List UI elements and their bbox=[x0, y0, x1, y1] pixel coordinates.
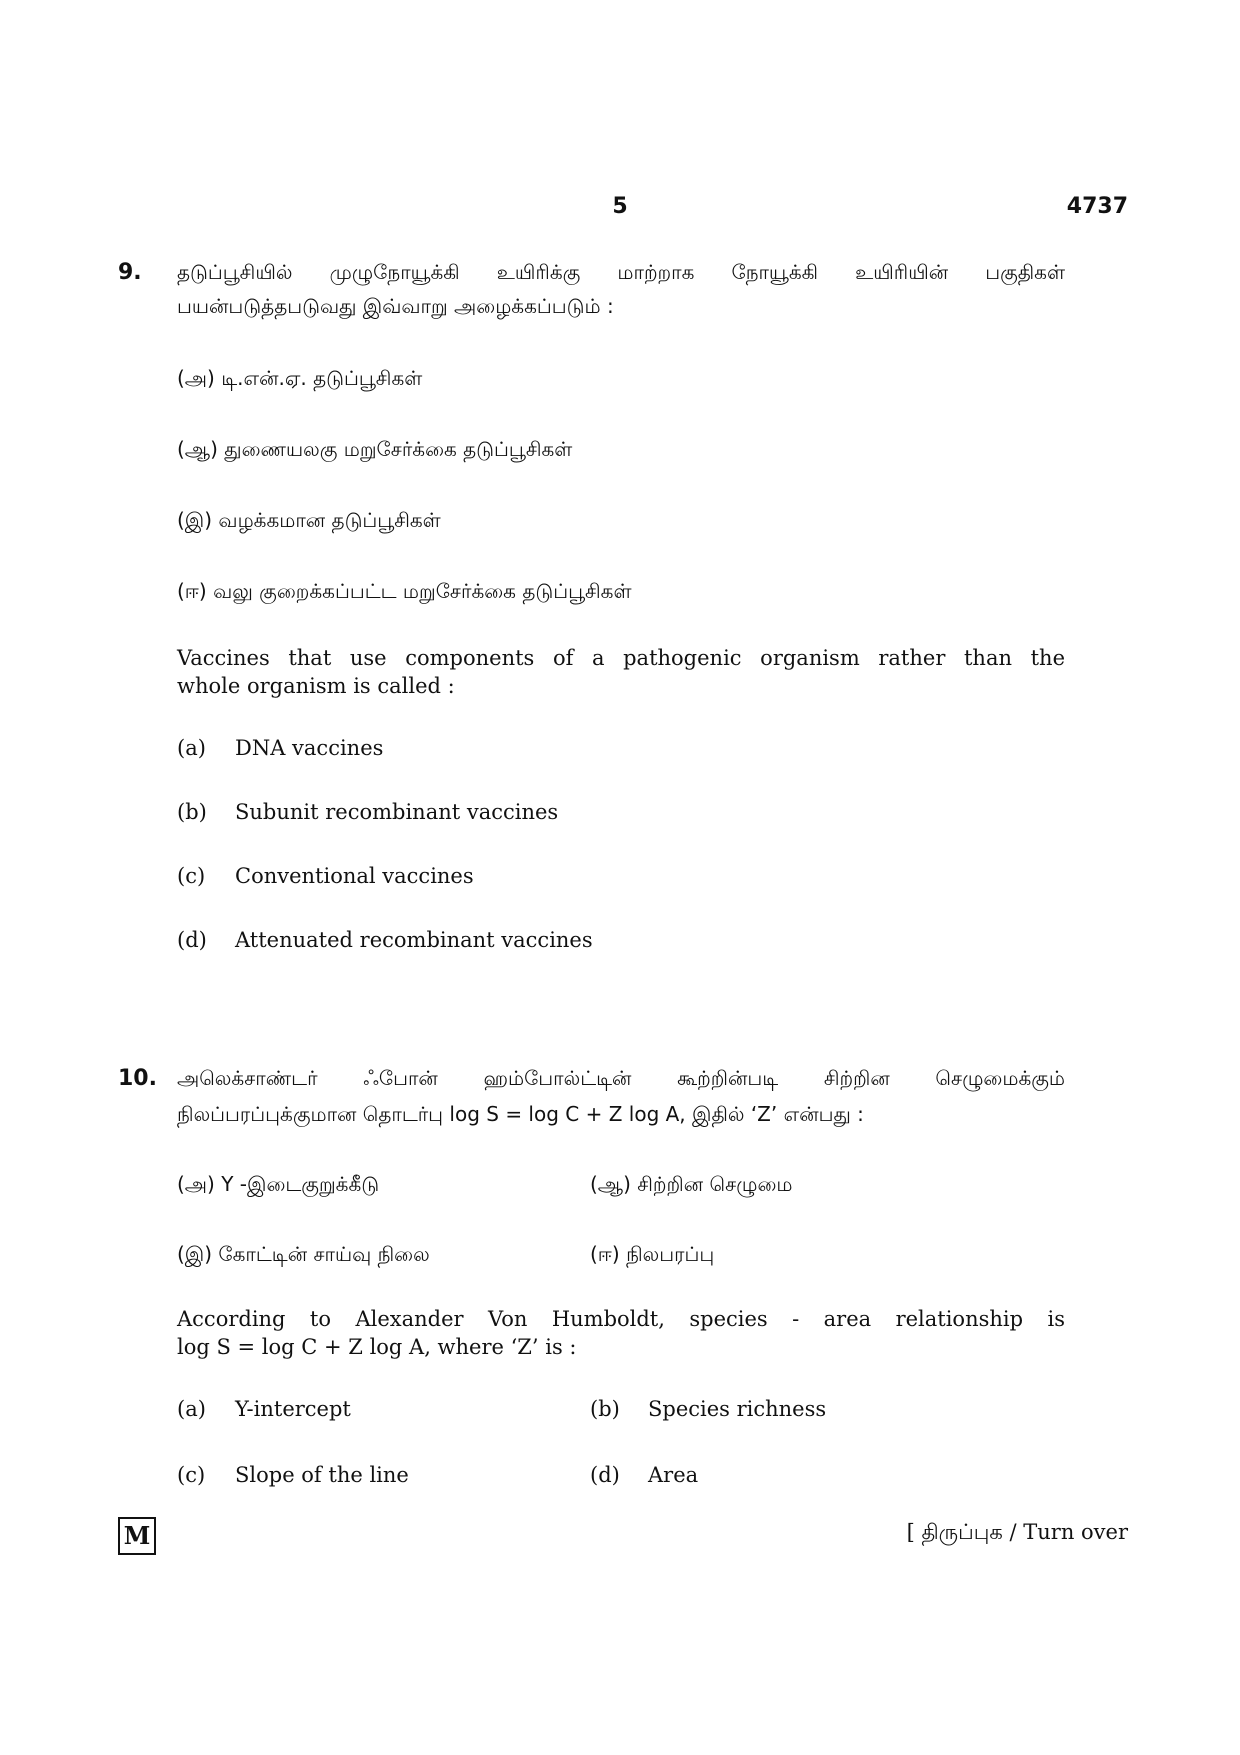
question-9-tamil-option bbox=[177, 579, 632, 606]
question-10-tamil-line-2: நிலப்பரப்புக்குமான தொடர்பு log S = log C + Z log A, இதில் ‘Z’ என்பது : bbox=[177, 1102, 864, 1126]
question-9-english-line-1: Vaccines that use components of a pathogenic organism rather than the bbox=[177, 646, 1065, 670]
question-9-tamil-option bbox=[177, 366, 422, 393]
option-text: வழக்கமான தடுப்பூசிகள் bbox=[218, 508, 441, 532]
option-label: (c) bbox=[177, 1463, 206, 1487]
option-text: Slope of the line bbox=[235, 1463, 409, 1487]
option-text: Subunit recombinant vaccines bbox=[235, 800, 559, 824]
question-10-english-line-1: According to Alexander Von Humboldt, species - area relationship is bbox=[177, 1307, 1065, 1331]
question-9-english-option bbox=[177, 800, 558, 824]
option-text: துணையலகு மறுசேர்க்கை தடுப்பூசிகள் bbox=[224, 437, 573, 461]
question-10-english-line-2: log S = log C + Z log A, where ‘Z’ is : bbox=[177, 1335, 577, 1359]
option-label: (அ) bbox=[177, 366, 215, 390]
question-9-tamil-option bbox=[177, 508, 441, 535]
question-10-tamil-option bbox=[590, 1242, 714, 1269]
option-text: கோட்டின் சாய்வு நிலை bbox=[218, 1242, 430, 1266]
question-10-english-option bbox=[177, 1463, 409, 1487]
question-9-english-option bbox=[177, 736, 383, 760]
option-text: Y-intercept bbox=[235, 1397, 351, 1421]
option-text: டி.என்.ஏ. தடுப்பூசிகள் bbox=[221, 366, 423, 390]
question-10-tamil-option bbox=[177, 1242, 430, 1269]
paper-code: 4737 bbox=[1066, 194, 1128, 219]
option-label: (b) bbox=[177, 800, 207, 824]
question-10-tamil-option bbox=[590, 1172, 793, 1199]
option-label: (ஈ) bbox=[590, 1242, 620, 1266]
question-10-english-option bbox=[590, 1397, 826, 1421]
question-9-english-option bbox=[177, 864, 474, 888]
question-10-number: 10. bbox=[118, 1066, 157, 1091]
question-9-tamil-option bbox=[177, 437, 572, 464]
question-10-tamil-option bbox=[177, 1172, 379, 1199]
question-9-number: 9. bbox=[118, 260, 142, 285]
medium-mark-box: M bbox=[118, 1517, 156, 1555]
question-9-tamil-line-1: தடுப்பூசியில் முழுநோயூக்கி உயிரிக்கு மாற்றாக நோயூக்கி உயிரியின் பகுதிகள் bbox=[177, 260, 1065, 284]
option-text: DNA vaccines bbox=[235, 736, 384, 760]
option-text: Species richness bbox=[648, 1397, 827, 1421]
question-10-english-option bbox=[590, 1463, 698, 1487]
option-text: வலு குறைக்கப்பட்ட மறுசேர்க்கை தடுப்பூசிகள் bbox=[213, 579, 632, 603]
option-label: (அ) bbox=[177, 1172, 215, 1196]
option-label: (ஆ) bbox=[177, 437, 218, 461]
option-label: (b) bbox=[590, 1397, 620, 1421]
option-label: (ஈ) bbox=[177, 579, 207, 603]
turn-over-note: [ திருப்புக / Turn over bbox=[906, 1520, 1128, 1544]
option-label: (ஆ) bbox=[590, 1172, 631, 1196]
option-label: (d) bbox=[177, 928, 207, 952]
option-text: Area bbox=[648, 1463, 699, 1487]
question-10-tamil-line-1: அலெக்சாண்டர் ஃபோன் ஹம்போல்ட்டின் கூற்றின்படி சிற்றின செழுமைக்கும் bbox=[177, 1066, 1065, 1090]
question-9-english-option bbox=[177, 928, 593, 952]
option-text: Y -இடைகுறுக்கீடு bbox=[221, 1172, 380, 1196]
question-10-english-option bbox=[177, 1397, 351, 1421]
option-text: சிற்றின செழுமை bbox=[637, 1172, 793, 1196]
option-label: (d) bbox=[590, 1463, 620, 1487]
option-text: நிலபரப்பு bbox=[626, 1242, 715, 1266]
option-label: (c) bbox=[177, 864, 206, 888]
question-9-tamil-line-2: பயன்படுத்தபடுவது இவ்வாறு அழைக்கப்படும் : bbox=[177, 294, 614, 318]
option-label: (a) bbox=[177, 1397, 206, 1421]
question-9-english-line-2: whole organism is called : bbox=[177, 674, 455, 698]
option-label: (இ) bbox=[177, 508, 213, 532]
option-label: (a) bbox=[177, 736, 206, 760]
option-text: Conventional vaccines bbox=[235, 864, 474, 888]
page-number: 5 bbox=[612, 194, 628, 219]
option-label: (இ) bbox=[177, 1242, 213, 1266]
option-text: Attenuated recombinant vaccines bbox=[235, 928, 593, 952]
